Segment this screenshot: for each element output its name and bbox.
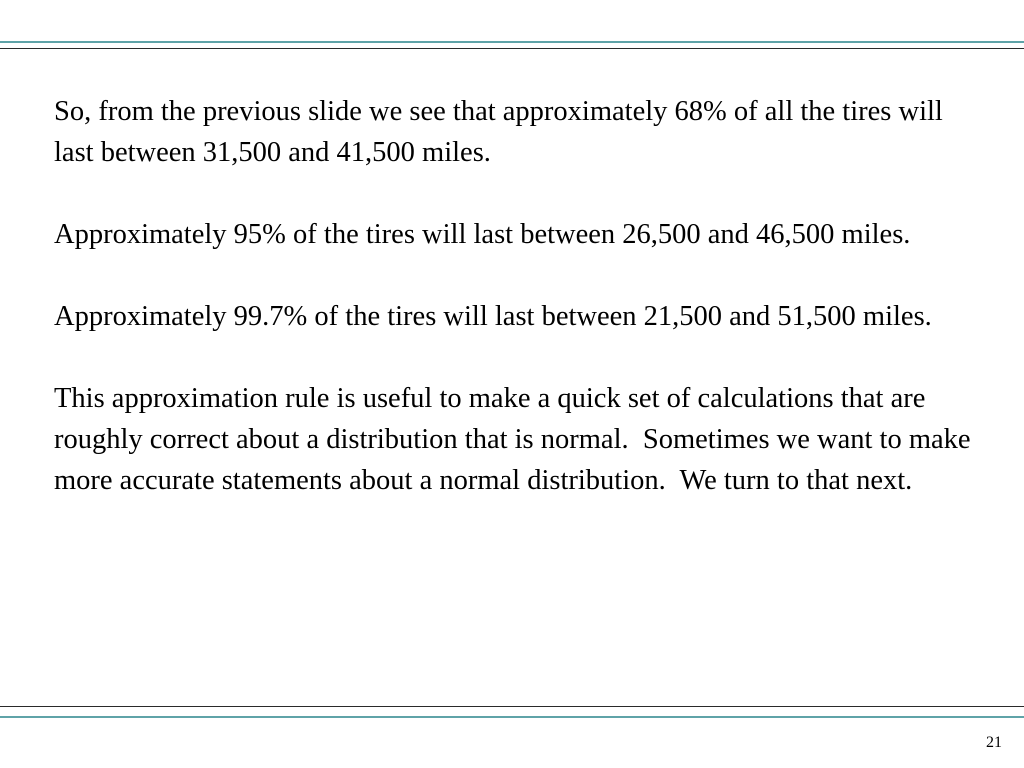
- paragraph-approximation-rule: This approximation rule is useful to make a quick set of calculations that are roughly correct about a distribution that is normal. Sometimes we want to make more accurate statements about a normal distribution. We turn to that next.: [54, 383, 978, 496]
- paragraph-95-percent: Approximately 95% of the tires will last between 26,500 and 46,500 miles.: [54, 219, 911, 250]
- bottom-dark-rule: [0, 706, 1024, 707]
- slide-body: [54, 91, 978, 501]
- bottom-accent-rule: [0, 716, 1024, 718]
- top-accent-rule: [0, 41, 1024, 43]
- paragraph-99-7-percent: Approximately 99.7% of the tires will last between 21,500 and 51,500 miles.: [54, 301, 932, 332]
- page-number: 21: [986, 734, 1002, 751]
- paragraph-68-percent: So, from the previous slide we see that approximately 68% of all the tires will last between 31,500 and 41,500 miles.: [54, 96, 950, 168]
- top-dark-rule: [0, 48, 1024, 49]
